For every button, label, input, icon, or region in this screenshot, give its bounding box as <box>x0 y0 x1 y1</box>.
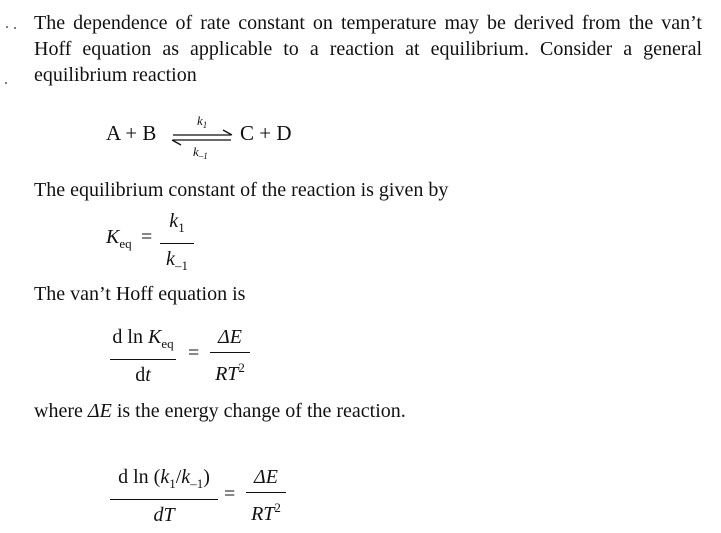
scan-speck <box>14 27 16 29</box>
final-lhs-denominator: dT <box>153 504 175 526</box>
final-equals: = <box>224 483 236 505</box>
keq-fraction-bar <box>160 243 194 244</box>
vanthoff-intro: The van’t Hoff equation is <box>34 283 246 305</box>
final-rhs-numerator: ΔE <box>254 466 278 488</box>
scan-speck <box>6 26 8 28</box>
final-rhs-fraction <box>246 464 286 527</box>
k-reverse-label: $k_{-1}$ <box>193 144 208 161</box>
reaction-products: C + D <box>240 121 292 145</box>
vanthoff-rhs-numerator: ΔE <box>218 326 242 348</box>
keq-equals: = <box>141 226 153 248</box>
equilibrium-arrow <box>171 113 235 165</box>
vanthoff-rhs-fraction <box>210 324 250 387</box>
keq-lhs: $K_{eq}$ <box>106 226 132 251</box>
vanthoff-lhs-fraction <box>110 324 176 388</box>
scan-speck <box>5 82 7 84</box>
where-sentence: where ΔE is the energy change of the reaction. <box>34 400 406 422</box>
vanthoff-rhs-bar <box>210 352 250 353</box>
vanthoff-lhs-bar <box>110 359 176 360</box>
keq-fraction <box>160 208 194 279</box>
final-rhs-bar <box>246 492 286 493</box>
keq-denominator: $k_{-1}$ <box>166 248 188 273</box>
reaction-reactants: A + B <box>106 121 157 145</box>
final-lhs-numerator: d $\ln (k_1/k_{-1})$ <box>118 466 210 491</box>
keq-numerator: $k_1$ <box>169 210 185 235</box>
vanthoff-rhs-denominator: $RT^2$ <box>215 360 245 385</box>
k-forward-label: $k_1$ <box>197 113 208 130</box>
vanthoff-lhs-numerator: d $\ln K_{eq}$ <box>112 326 174 351</box>
eq-constant-intro: The equilibrium constant of the reaction is given by <box>34 179 449 201</box>
final-lhs-fraction <box>110 464 218 528</box>
vanthoff-equals: = <box>188 342 200 364</box>
final-lhs-bar <box>110 499 218 500</box>
vanthoff-lhs-denominator: dt <box>135 364 151 386</box>
final-rhs-denominator: $RT^2$ <box>251 500 281 525</box>
intro-paragraph: The dependence of rate constant on temperature may be derived from the van’t Hoff equation as applicable to a reaction at equilibrium. Consider a general equilibrium reaction <box>34 12 702 86</box>
